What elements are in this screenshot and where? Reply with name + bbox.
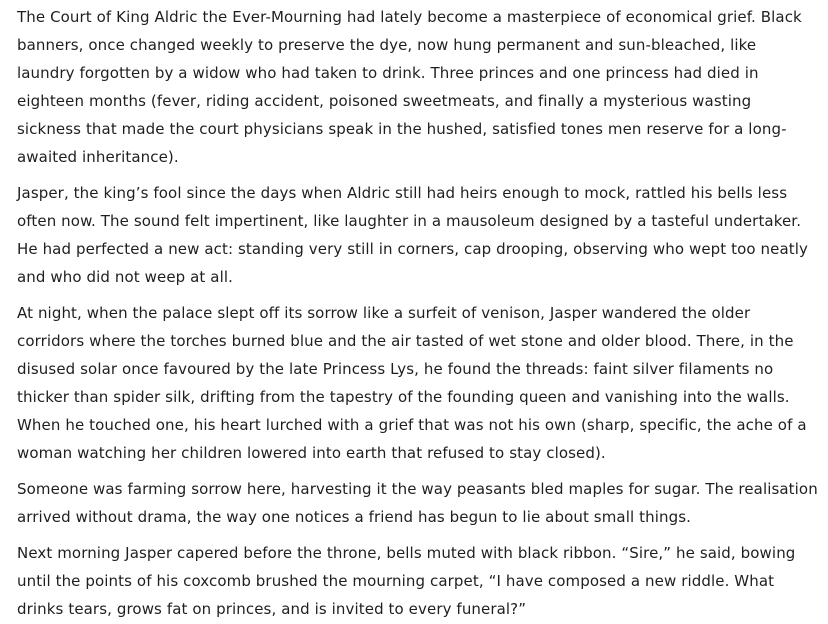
text-line: The Court of King Aldric the Ever-Mourning had lately become a masterpiece of economical grief. Black <box>17 8 802 26</box>
text-line: He had perfected a new act: standing very still in corners, cap drooping, observing who wept too neatly <box>17 240 808 258</box>
text-line: At night, when the palace slept off its sorrow like a surfeit of venison, Jasper wandered the older <box>17 304 751 322</box>
paragraph-5 <box>17 539 828 623</box>
text-line: corridors where the torches burned blue and the air tasted of wet stone and older blood. There, in the <box>17 332 794 350</box>
text-line: disused solar once favoured by the late Princess Lys, he found the threads: faint silver filaments no <box>17 360 774 378</box>
text-line: woman watching her children lowered into earth that refused to stay closed). <box>17 444 606 462</box>
text-line: sickness that made the court physicians speak in the hushed, satisfied tones men reserve for a long- <box>17 120 787 138</box>
text-line: arrived without drama, the way one notices a friend has begun to lie about small things. <box>17 508 691 526</box>
paragraph-1 <box>17 3 828 171</box>
paragraph-4 <box>17 475 828 531</box>
text-line: and who did not weep at all. <box>17 268 233 286</box>
paragraph-3 <box>17 299 828 467</box>
text-line: awaited inheritance). <box>17 148 179 166</box>
text-line: banners, once changed weekly to preserve the dye, now hung permanent and sun-bleached, like <box>17 36 757 54</box>
text-line: Next morning Jasper capered before the throne, bells muted with black ribbon. “Sire,” he said, bowing <box>17 544 796 562</box>
text-line: When he touched one, his heart lurched with a grief that was not his own (sharp, specific, the ache of a <box>17 416 807 434</box>
text-line: often now. The sound felt impertinent, like laughter in a mausoleum designed by a tasteful undertaker. <box>17 212 802 230</box>
text-line: Someone was farming sorrow here, harvesting it the way peasants bled maples for sugar. The realisation <box>17 480 818 498</box>
text-line: drinks tears, grows fat on princes, and is invited to every funeral?” <box>17 600 527 618</box>
text-line: thicker than spider silk, drifting from the tapestry of the founding queen and vanishing into the walls. <box>17 388 790 406</box>
text-line: eighteen months (fever, riding accident, poisoned sweetmeats, and finally a mysterious wasting <box>17 92 752 110</box>
paragraph-2 <box>17 179 828 291</box>
text-line: until the points of his coxcomb brushed the mourning carpet, “I have composed a new riddle. What <box>17 572 775 590</box>
text-line: laundry forgotten by a widow who had taken to drink. Three princes and one princess had died in <box>17 64 759 82</box>
text-line: Jasper, the king’s fool since the days when Aldric still had heirs enough to mock, rattled his bells less <box>17 184 788 202</box>
